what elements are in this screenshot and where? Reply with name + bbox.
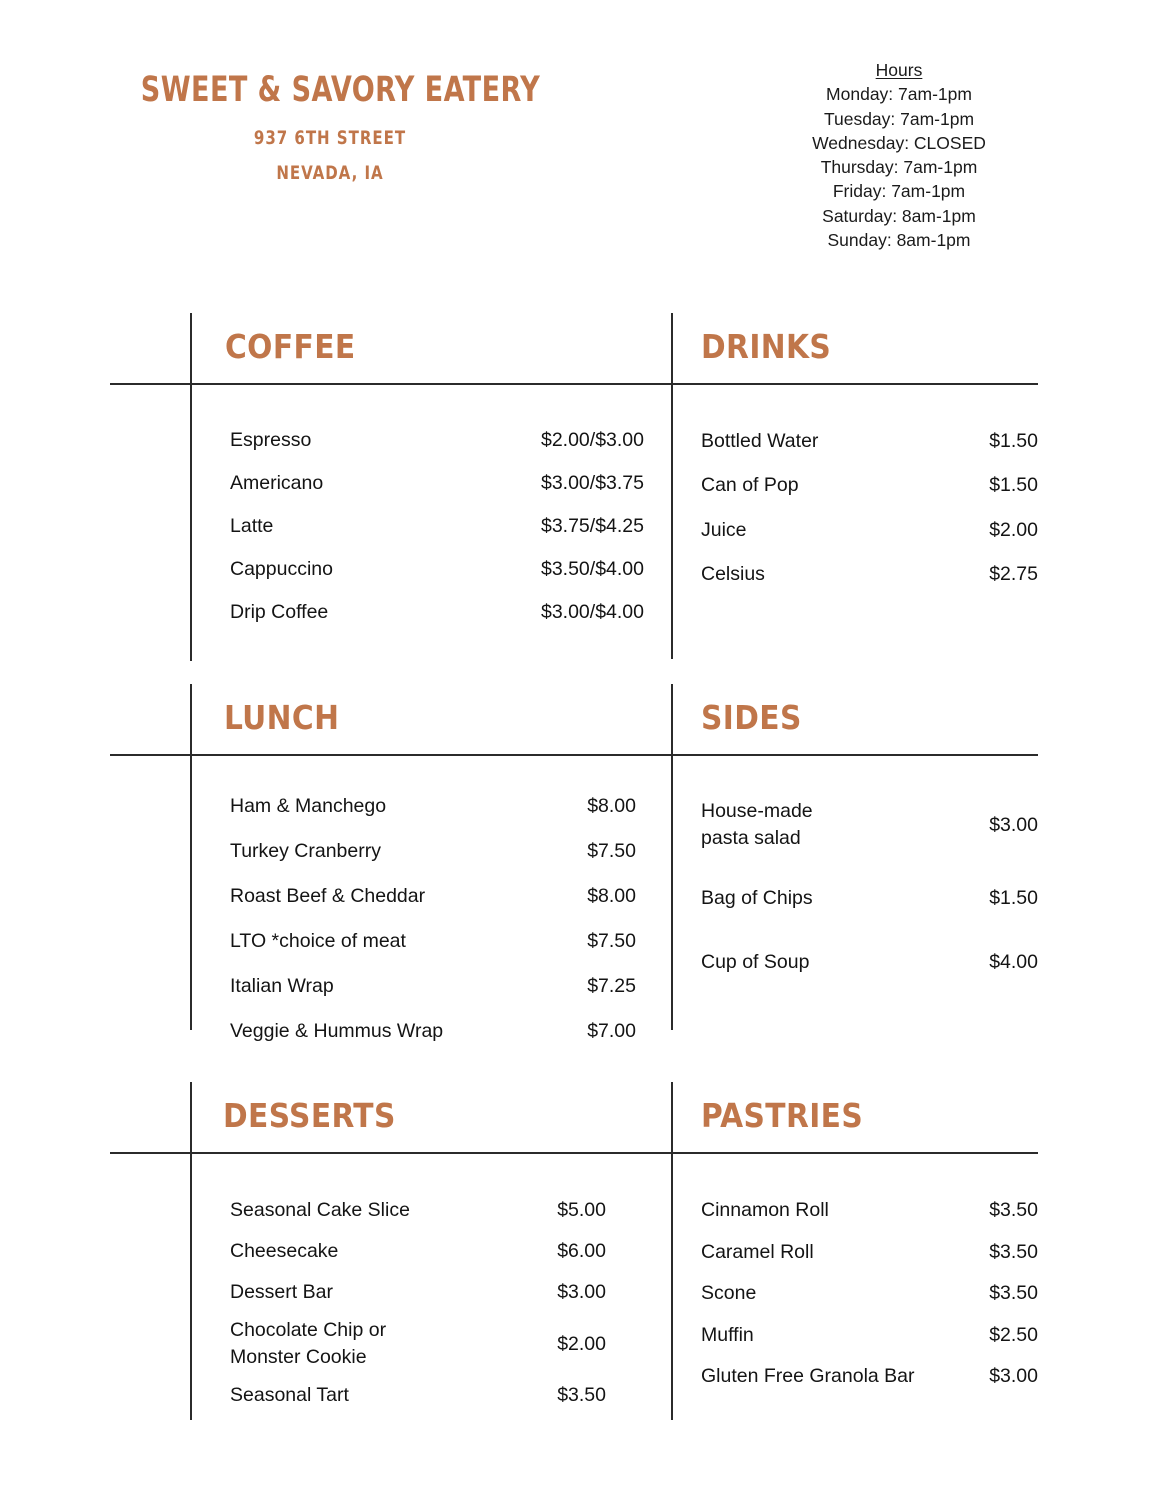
hours-line: Thursday: 7am-1pm <box>820 157 978 178</box>
section-title-pastries: PASTRIES <box>701 1096 864 1135</box>
menu-item-price: $8.00 <box>587 795 636 817</box>
menu-item-name: LTO *choice of meat <box>230 930 406 952</box>
hours-line: Sunday: 8am-1pm <box>827 230 971 251</box>
menu-item-name: Dessert Bar <box>230 1281 333 1303</box>
menu-item <box>230 1231 606 1272</box>
section-vertical-rule <box>190 684 192 1030</box>
section-horizontal-rule <box>110 383 672 385</box>
menu-item-name: Turkey Cranberry <box>230 840 381 862</box>
menu-item-name: Latte <box>230 515 274 537</box>
menu-item <box>230 919 636 964</box>
section-vertical-rule <box>671 684 673 1030</box>
menu-item-name: Cappuccino <box>230 558 333 580</box>
hours-list <box>749 82 1049 252</box>
menu-item-price: $3.00 <box>989 813 1038 836</box>
menu-item <box>701 1190 1038 1232</box>
menu-item-price: $2.75 <box>989 563 1038 586</box>
menu-item-name: Ham & Manchego <box>230 795 387 817</box>
menu-item-name: Seasonal Tart <box>230 1384 349 1406</box>
menu-item <box>230 1272 606 1313</box>
menu-item <box>230 548 644 591</box>
section-horizontal-rule <box>110 754 672 756</box>
menu-item-name: Juice <box>701 518 747 541</box>
menu-item <box>701 508 1038 553</box>
menu-section-lunch <box>190 684 672 1042</box>
hours-line: Monday: 7am-1pm <box>826 84 972 105</box>
section-title-sides: SIDES <box>701 698 802 737</box>
menu-item-price: $3.75/$4.25 <box>540 515 644 537</box>
menu-item <box>230 874 636 919</box>
menu-item-name: Cinnamon Roll <box>701 1199 829 1222</box>
menu-item-name: Muffin <box>701 1323 754 1346</box>
section-title-desserts: DESSERTS <box>223 1096 396 1135</box>
restaurant-street-address: 937 6TH STREET <box>253 126 407 149</box>
hours-line: Saturday: 8am-1pm <box>822 205 976 226</box>
menu-section-drinks <box>671 313 1038 659</box>
menu-item <box>230 505 644 548</box>
menu-item-name: Cup of Soup <box>701 950 810 973</box>
section-item-list <box>701 784 1038 994</box>
section-vertical-rule <box>671 1082 673 1420</box>
section-item-list <box>701 1190 1038 1398</box>
menu-item <box>230 829 636 874</box>
section-horizontal-rule <box>110 1152 672 1154</box>
restaurant-city-state: NEVADA, IA <box>276 161 384 184</box>
hours-block <box>749 58 1049 252</box>
menu-item <box>701 464 1038 509</box>
menu-item-price: $7.00 <box>587 1020 636 1042</box>
section-item-list <box>701 419 1038 597</box>
menu-item-price: $2.00/$3.00 <box>540 429 644 451</box>
brand-block <box>110 72 550 184</box>
menu-item-price: $2.00 <box>557 1332 606 1355</box>
menu-item <box>701 1356 1038 1398</box>
menu-item <box>230 591 644 634</box>
section-vertical-rule <box>190 1082 192 1420</box>
hours-line: Friday: 7am-1pm <box>832 181 966 202</box>
menu-item-price: $3.50 <box>989 1240 1038 1263</box>
section-item-list <box>230 1190 606 1416</box>
menu-item-price: $5.00 <box>557 1199 606 1221</box>
menu-item-name: Can of Pop <box>701 474 799 497</box>
menu-item-price: $3.50/$4.00 <box>540 558 644 580</box>
menu-item <box>230 1190 606 1231</box>
menu-item-name: Drip Coffee <box>230 601 329 623</box>
section-item-list <box>230 419 644 634</box>
menu-item <box>701 1273 1038 1315</box>
menu-item-name: Bag of Chips <box>701 886 813 909</box>
menu-item-price: $1.50 <box>989 429 1038 452</box>
menu-item <box>230 419 644 462</box>
menu-item-price: $3.00/$3.75 <box>540 472 644 494</box>
menu-header <box>0 0 1159 285</box>
menu-item-price: $1.50 <box>989 886 1038 909</box>
menu-item <box>230 1313 606 1375</box>
menu-item-price: $7.50 <box>587 840 636 862</box>
menu-item-price: $2.00 <box>989 518 1038 541</box>
menu-item-name: Scone <box>701 1282 757 1305</box>
menu-item <box>701 1232 1038 1274</box>
menu-item-price: $6.00 <box>557 1240 606 1262</box>
section-horizontal-rule <box>671 383 1038 385</box>
menu-item <box>701 866 1038 930</box>
menu-item-name: Italian Wrap <box>230 975 334 997</box>
menu-item <box>701 784 1038 866</box>
hours-line: Wednesday: CLOSED <box>812 132 986 153</box>
menu-item <box>701 553 1038 598</box>
section-title-drinks: DRINKS <box>701 327 832 366</box>
menu-item-price: $7.25 <box>587 975 636 997</box>
menu-item-name: Seasonal Cake Slice <box>230 1199 410 1221</box>
menu-item-name: Bottled Water <box>701 429 819 452</box>
menu-item <box>230 784 636 829</box>
menu-item <box>230 462 644 505</box>
menu-item-name: Espresso <box>230 429 312 451</box>
menu-item-name: Chocolate Chip or Monster Cookie <box>230 1319 387 1368</box>
menu-section-pastries <box>671 1082 1038 1420</box>
menu-item-name: Veggie & Hummus Wrap <box>230 1020 444 1042</box>
menu-item <box>701 419 1038 464</box>
menu-item-price: $3.50 <box>989 1282 1038 1305</box>
section-horizontal-rule <box>671 754 1038 756</box>
menu-item-price: $8.00 <box>587 885 636 907</box>
menu-item-price: $7.50 <box>587 930 636 952</box>
menu-section-desserts <box>190 1082 672 1420</box>
menu-item-price: $1.50 <box>989 474 1038 497</box>
menu-item-price: $2.50 <box>989 1323 1038 1346</box>
menu-item <box>230 964 636 1009</box>
menu-item-name: Americano <box>230 472 324 494</box>
menu-item-name: Caramel Roll <box>701 1240 814 1263</box>
menu-item-price: $3.00 <box>557 1281 606 1303</box>
menu-item-name: Roast Beef & Cheddar <box>230 885 426 907</box>
menu-section-coffee <box>190 313 672 661</box>
menu-item-name: House-made pasta salad <box>701 800 813 849</box>
menu-item-price: $3.50 <box>557 1384 606 1406</box>
restaurant-name: SWEET & SAVORY EATERY <box>140 70 541 110</box>
section-title-coffee: COFFEE <box>225 327 356 366</box>
menu-item <box>230 1375 606 1416</box>
section-vertical-rule <box>671 313 673 659</box>
menu-item-name: Cheesecake <box>230 1240 339 1262</box>
section-item-list <box>230 784 636 1054</box>
menu-section-sides <box>671 684 1038 1030</box>
section-vertical-rule <box>190 313 192 661</box>
menu-item <box>701 930 1038 994</box>
menu-item-name: Gluten Free Granola Bar <box>701 1365 915 1388</box>
hours-line: Tuesday: 7am-1pm <box>823 108 975 129</box>
section-title-lunch: LUNCH <box>224 698 340 737</box>
menu-item-price: $3.00/$4.00 <box>540 601 644 623</box>
hours-title: Hours <box>875 60 923 80</box>
menu-item-price: $3.00 <box>989 1365 1038 1388</box>
menu-item-name: Celsius <box>701 563 765 586</box>
section-horizontal-rule <box>671 1152 1038 1154</box>
menu-item <box>701 1315 1038 1357</box>
menu-item-price: $4.00 <box>989 950 1038 973</box>
menu-item <box>230 1009 636 1054</box>
menu-item-price: $3.50 <box>989 1199 1038 1222</box>
